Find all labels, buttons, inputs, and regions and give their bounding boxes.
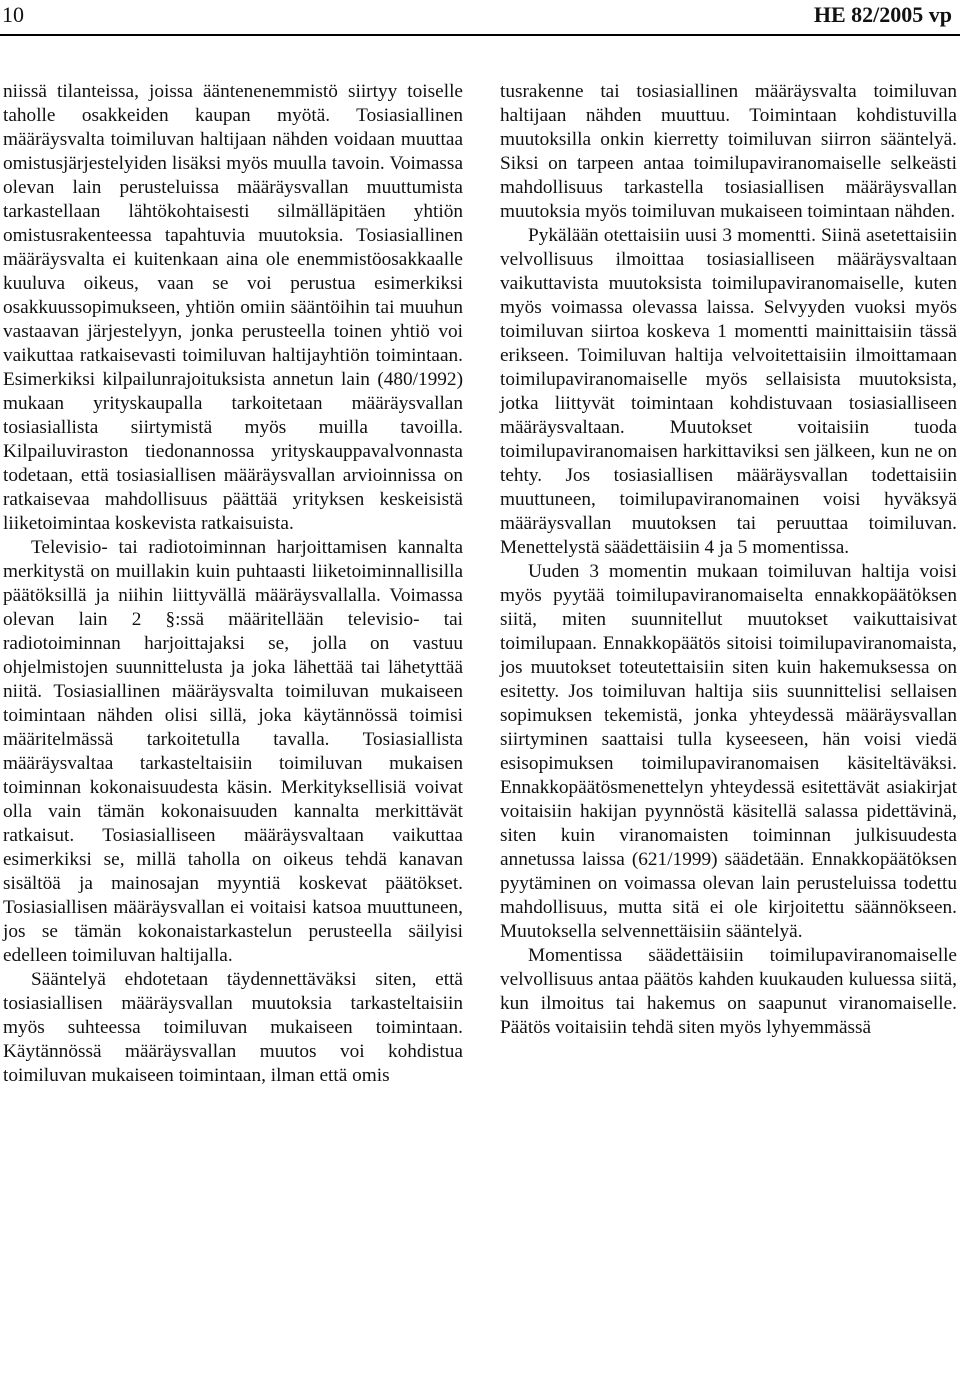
paragraph: Uuden 3 momentin mukaan toimiluvan haltija voisi myös pyytää toimilupaviranomaiselta ennakkopäätöksen siitä, miten suunnitellut muutokset vaikuttaisivat toimilupaan. Ennakkopäätös sitoisi toimilupaviranomaista, jos muutokset toteutettaisiin siten kuin hakemuksessa on esitetty. Jos toimiluvan haltija siis suunnittelisi sellaisen sopimuksen tekemistä, jonka yhteydessä määräysvallan siirtyminen saattaisi tulla kyseeseen, hän voisi viedä esisopimuksen toimilupaviranomaisen käsiteltäväksi. Ennakkopäätösmenettelyn yhteydessä esitettävät asiakirjat voitaisiin hakijan pyynnöstä käsitellä salassa pidettävinä, siten kuin viranomaisten toiminnan julkisuudesta annetussa laissa (621/1999) säädetään. Ennakkopäätöksen pyytäminen on voimassa olevan lain perusteluissa todettu mahdollisuus, mutta sitä ei ole kirjoitettu säännökseen. Muutoksella selvennettäisiin sääntelyä. (500, 561, 957, 942)
paragraph: Televisio- tai radiotoiminnan harjoittamisen kannalta merkitystä on muillakin kuin puhtaasti liiketoiminnallisilla päätöksillä ja niihin liittyvällä määräysvallalla. Voimassa olevan lain 2 §:ssä määritellään televisio- tai radiotoiminnan harjoittajaksi se, jolla on vastuu ohjelmistojen suunnittelusta ja joka lähettää tai lähetyttää niitä. Tosiasiallinen määräysvalta toimiluvan mukaiseen toimintaan nähden olisi sillä, joka käytännössä toimisi määritelmässä tarkoitetulla tavalla. Tosiasiallista määräysvaltaa tarkasteltaisiin toimiluvan mukaisen toiminnan kokonaisuudesta käsin. Merkityksellisiä voivat olla vain tämän kokonaisuuden kannalta merkittävät ratkaisut. Tosiasialliseen määräysvaltaan vaikuttaa esimerkiksi se, millä taholla on oikeus tehdä kanavan sisältöä ja mainosajan myyntiä koskevat päätökset. Tosiasiallisen määräysvallan ei voitaisi katsoa muuttuneen, jos se tämän kokonaistarkastelun perusteella säilyisi edelleen toimiluvan haltijalla. (3, 537, 463, 966)
paragraph: Sääntelyä ehdotetaan täydennettäväksi siten, että tosiasiallisen määräysvallan muutoksia tarkasteltaisiin myös suhteessa toimiluvan mukaiseen toimintaan. Käytännössä määräysvallan muutos voi kohdistua toimiluvan mukaiseen toimintaan, ilman että omis (3, 969, 463, 1086)
paragraph: niissä tilanteissa, joissa ääntenenemmistö siirtyy toiselle taholle osakkeiden kaupan myötä. Tosiasiallinen määräysvalta toimiluvan haltijaan nähden voidaan muuttaa omistusjärjestelyiden lisäksi myös muulla tavoin. Voimassa olevan lain perusteluissa määräysvallan muuttumista tarkastellaan lähtökohtaisesti silmälläpitäen yhtiön omistusrakenteessa tapahtuvia muutoksia. Tosiasiallinen määräysvalta ei kuitenkaan aina ole enemmistöosakkaalle kuuluva oikeus, vaan se voi perustua esimerkiksi osakkuussopimukseen, yhtiön omiin sääntöihin tai muuhun vastaavan järjestelyyn, jonka perusteella toinen yhtiö voi vaikuttaa ratkaisevasti toimiluvan haltijayhtiön toimintaan. Esimerkiksi kilpailunrajoituksista annetun lain (480/1992) mukaan yrityskaupalla tarkoitetaan määräysvallan tosiasiallista siirtymistä myös muilla tavoilla. Kilpailuviraston tiedonannossa yrityskauppavalvonnasta todetaan, että tosiasiallisen määräysvallan arvioinnissa on ratkaisevaa mahdollisuus päättää yrityksen keskeisistä liiketoimintaa koskevista ratkaisuista. (3, 81, 463, 534)
paragraph: Momentissa säädettäisiin toimilupaviranomaiselle velvollisuus antaa päätös kahden kuukauden kuluessa siitä, kun ilmoitus tai hakemus on saapunut viranomaiselle. Päätös voitaisiin tehdä siten myös lyhyemmässä (500, 945, 957, 1038)
left-column (3, 80, 463, 1088)
paragraph: Pykälään otettaisiin uusi 3 momentti. Siinä asetettaisiin velvollisuus ilmoittaa tosiasialliseen määräysvaltaan vaikuttavista muutoksista toimilupaviranomaiselle, kuten myös voimassa olevassa laissa. Selvyyden vuoksi myös toimiluvan siirtoa koskeva 1 momentti mainittaisiin tässä erikseen. Toimiluvan haltija velvoitettaisiin ilmoittamaan toimilupaviranomaiselle myös sellaisista muutoksista, jotka liittyvät toimintaan kohdistuvaan tosiasialliseen määräysvaltaan. Muutokset voitaisiin tuoda toimilupaviranomaisen harkittaviksi sen jälkeen, kun ne on tehty. Jos tosiasiallisen määräysvallan todettaisiin muuttuneen, toimilupaviranomainen voisi hyväksyä määräysvallan muutoksen tai peruuttaa toimiluvan. Menettelystä säädettäisiin 4 ja 5 momentissa. (500, 225, 957, 558)
document-id: HE 82/2005 vp (813, 2, 952, 27)
paragraph: tusrakenne tai tosiasiallinen määräysvalta toimiluvan haltijaan nähden muuttuu. Toimintaan kohdistuvilla muutoksilla onkin kierretty toimiluvan siirron sääntelyä. Siksi on tarpeen antaa toimilupaviranomaiselle selkeästi mahdollisuus tarkastella tosiasiallisen määräysvallan muutoksia myös toimiluvan mukaiseen toimintaan nähden. (500, 81, 957, 222)
page-header (0, 0, 960, 36)
page-number: 10 (2, 2, 24, 27)
header-rule (0, 34, 960, 36)
right-column (500, 80, 957, 1040)
